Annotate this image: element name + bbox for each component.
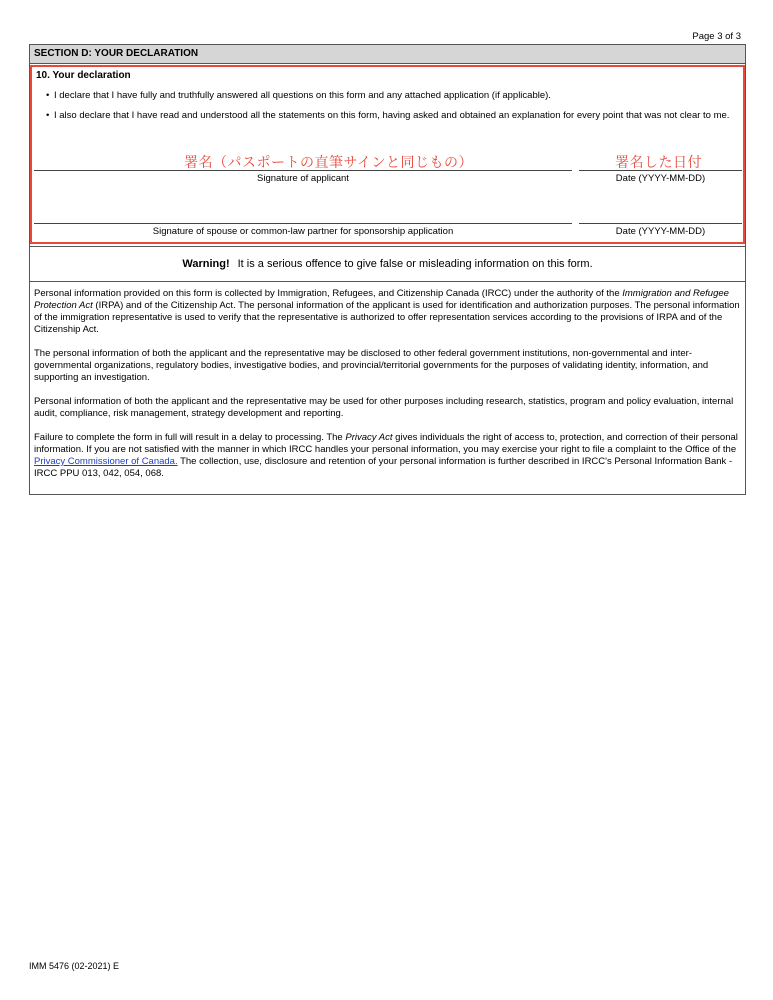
date-annotation: 署名した日付 (615, 155, 702, 171)
signature-annotation: 署名（パスポートの直筆サインと同じもの） (184, 155, 474, 171)
spouse-signature-caption: Signature of spouse or common-law partner for sponsorship application (152, 226, 454, 237)
applicant-signature-line[interactable] (34, 170, 572, 171)
bullet-text: I declare that I have fully and truthfully answered all questions on this form and any attached application (if applicable). (54, 90, 551, 101)
privacy-paragraph-4 (34, 432, 741, 480)
privacy-text: The collection, use, disclosure and retention of your personal information is further described in IRCC's Personal Information Bank - IRCC PPU 013, 042, 054, 068. (34, 456, 733, 479)
bullet-text: I also declare that I have read and understood all the statements on this form, having asked and obtained an explanation for every point that was not clear to me. (54, 110, 730, 121)
warning-text: It is a serious offence to give false or misleading information on this form. (237, 258, 593, 270)
declaration-bullet-2 (46, 109, 738, 122)
question-title: 10. Your declaration (36, 70, 131, 81)
act-name: Immigration and Refugee Protection Act (34, 288, 729, 311)
form-code: IMM 5476 (02-2021) E (29, 961, 120, 971)
warning-label: Warning! (182, 258, 230, 270)
applicant-date-line[interactable] (579, 170, 742, 171)
act-name: Privacy Act (345, 432, 393, 443)
applicant-signature-caption: Signature of applicant (257, 173, 349, 184)
privacy-text: (IRPA) and of the Citizenship Act. The personal information of the applicant is used for identification and authorization purposes. The personal information of the immigration representative is used to verify that the representative is authorized to offer representation services according to the provisions of IRPA and of the Citizenship Act. (34, 300, 740, 335)
page-number: Page 3 of 3 (692, 31, 741, 42)
declaration-box (30, 65, 745, 244)
privacy-paragraph-1 (34, 288, 741, 336)
spouse-date-caption: Date (YYYY-MM-DD) (615, 226, 706, 237)
spouse-signature-line[interactable] (34, 223, 572, 224)
spouse-date-line[interactable] (579, 223, 742, 224)
section-header: SECTION D: YOUR DECLARATION (30, 45, 745, 64)
declaration-bullet-1 (46, 89, 738, 102)
declaration-form (29, 44, 746, 495)
privacy-text: gives individuals the right of access to, protection, and correction of their personal information. If you are not satisfied with the manner in which IRCC handles your personal information, you may exercise your right to file a complaint to the Office of the (34, 432, 738, 455)
warning-banner (30, 246, 745, 281)
privacy-text: Failure to complete the form in full will result in a delay to processing. The (34, 432, 346, 443)
bullet-dot: • (46, 90, 50, 101)
privacy-paragraph-3: Personal information of both the applicant and the representative may be used for other purposes including research, statistics, program and policy evaluation, internal audit, compliance, risk management, strategy development and reporting. (34, 396, 734, 419)
privacy-notice (30, 281, 745, 494)
applicant-date-caption: Date (YYYY-MM-DD) (615, 173, 706, 184)
bullet-dot: • (46, 110, 50, 121)
privacy-text: Personal information provided on this form is collected by Immigration, Refugees, and Citizenship Canada (IRCC) under the authority of the (34, 288, 623, 299)
privacy-paragraph-2: The personal information of both the applicant and the representative may be disclosed to other federal government institutions, non-governmental and inter-governmental organizations, regulatory bodies, investigative bodies, and provincial/territorial governments for the purposes of validating identity, information, and supporting an investigation. (34, 348, 709, 383)
privacy-commissioner-link[interactable]: Privacy Commissioner of Canada. (34, 456, 178, 467)
